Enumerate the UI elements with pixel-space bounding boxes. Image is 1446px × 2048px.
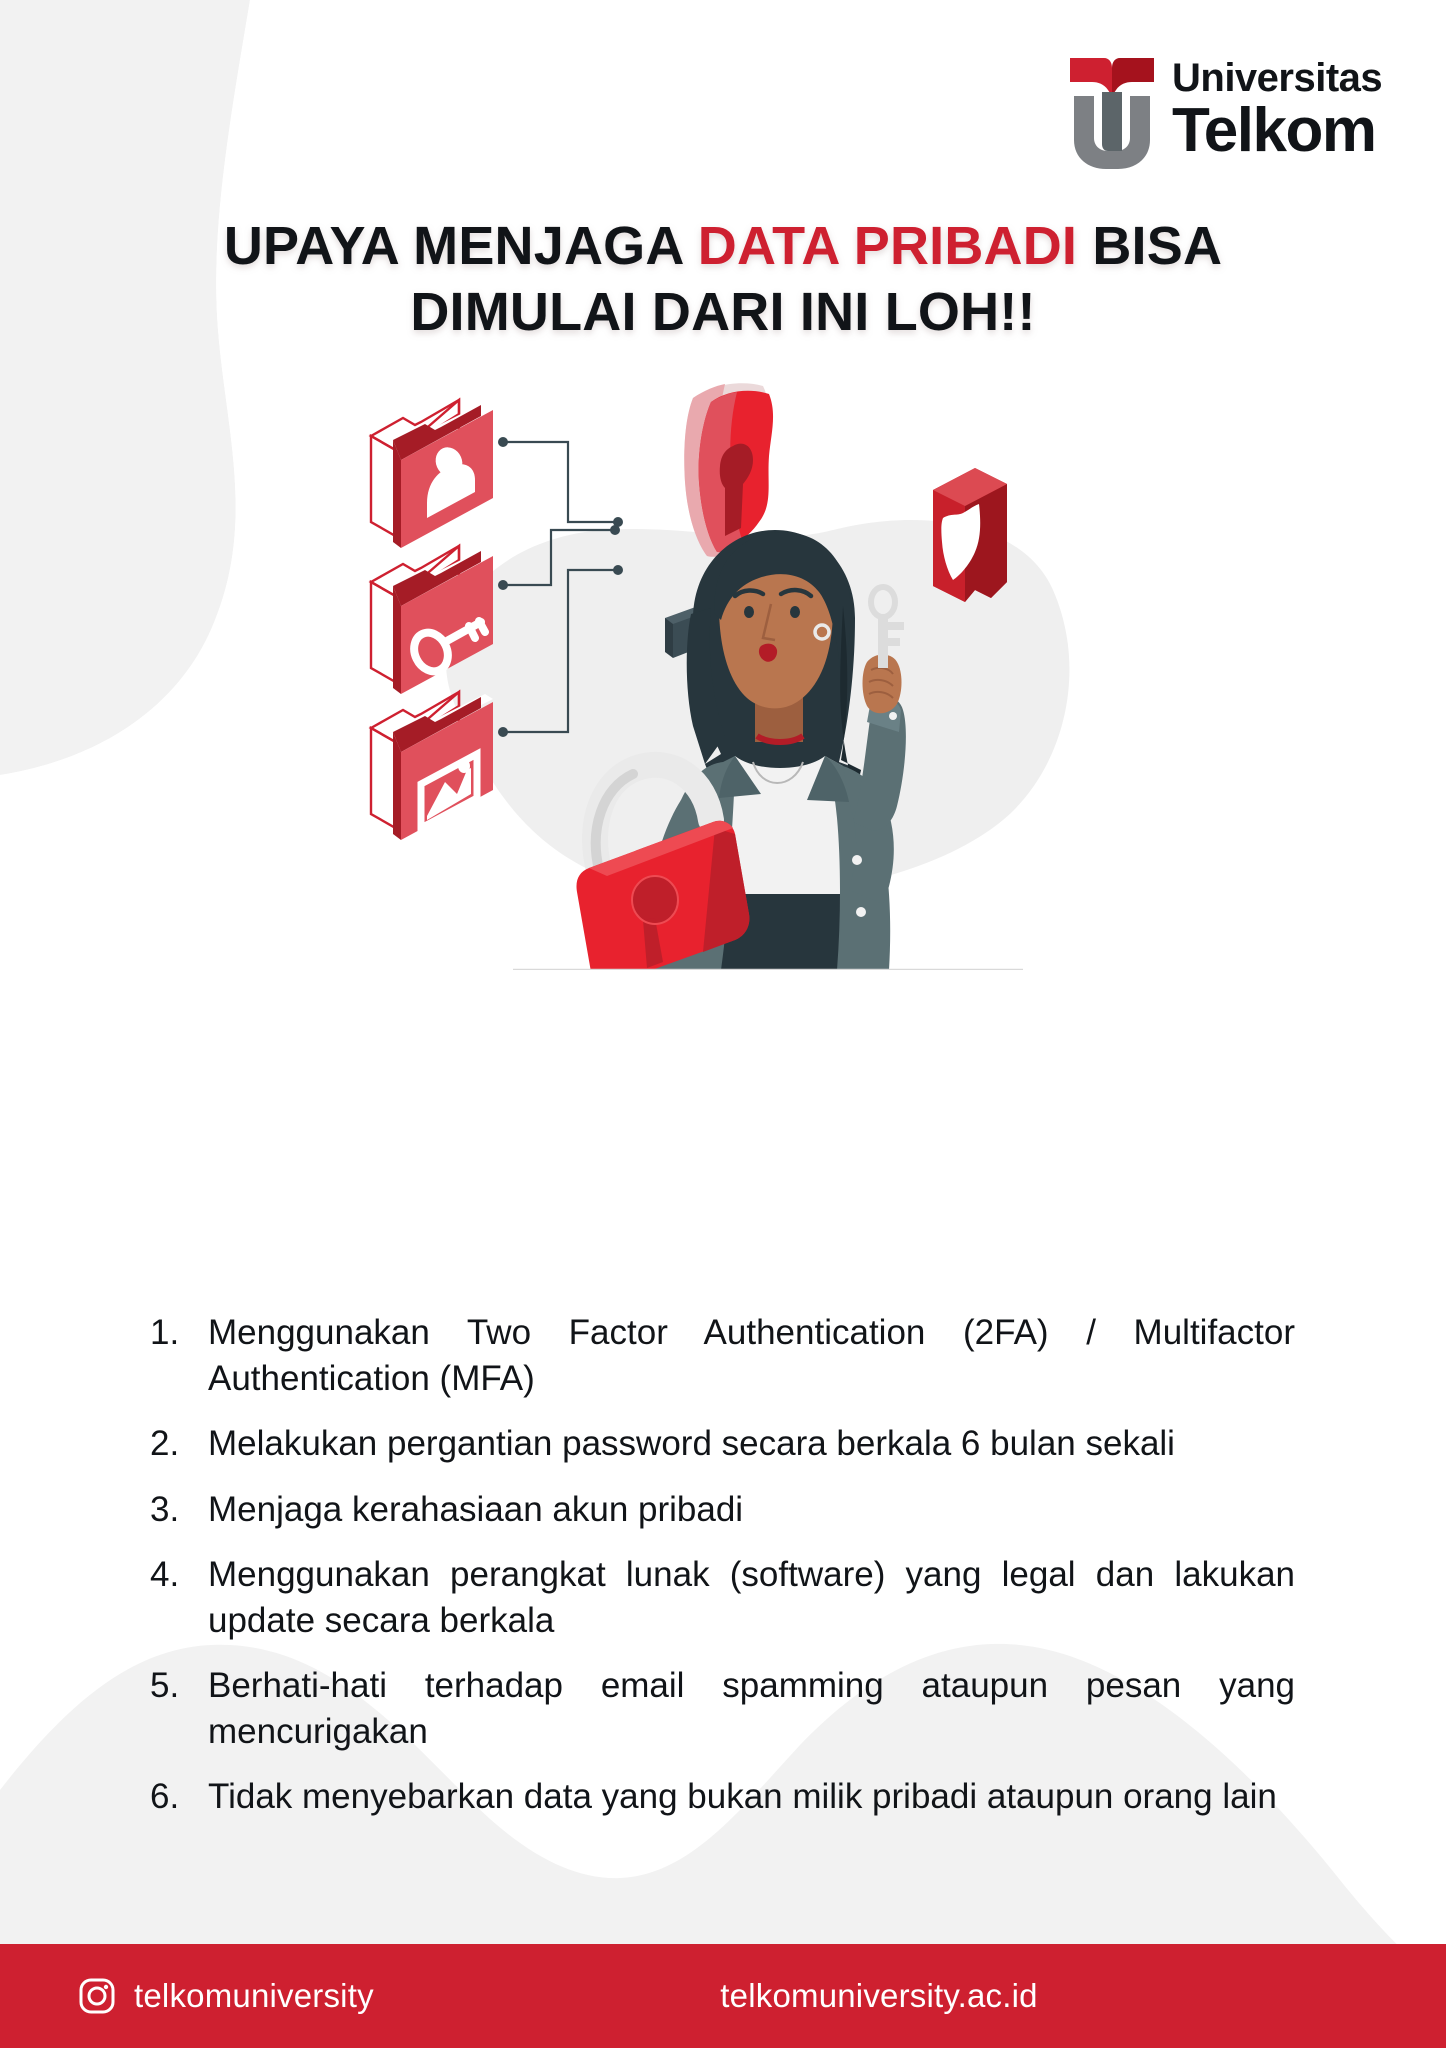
telkom-logo-mark-icon xyxy=(1064,52,1160,172)
list-item-number: 3. xyxy=(150,1489,180,1529)
logo-wordmark xyxy=(1172,52,1383,165)
list-item-text: Menggunakan perangkat lunak (software) yang legal dan lakukan update secara berkala xyxy=(208,1555,1295,1640)
list-item-number: 5. xyxy=(150,1666,180,1705)
list-item-number: 1. xyxy=(150,1313,180,1352)
footer-bar xyxy=(0,1944,1446,2048)
title-part-2: BISA xyxy=(1077,216,1223,276)
folder-profile-icon xyxy=(371,400,493,548)
title-accent: DATA PRIBADI xyxy=(697,216,1078,276)
shield-badge-icon xyxy=(933,468,1007,602)
title-line-2: DIMULAI DARI INI LOH!! xyxy=(410,281,1036,342)
data-privacy-illustration xyxy=(363,370,1083,970)
website-url: telkomuniversity.ac.id xyxy=(720,1977,1038,2014)
list-item-number: 4. xyxy=(150,1555,180,1594)
title-part-1: UPAYA MENJAGA xyxy=(223,216,698,276)
list-item xyxy=(150,1487,1295,1533)
list-item xyxy=(150,1774,1295,1820)
list-item-text: Menjaga kerahasiaan akun pribadi xyxy=(208,1489,744,1529)
shield-keyhole-icon xyxy=(684,383,773,556)
list-item xyxy=(150,1552,1295,1643)
list-item-text: Tidak menyebarkan data yang bukan milik pribadi ataupun orang lain xyxy=(208,1777,1277,1816)
footer-website[interactable] xyxy=(156,1977,1446,2015)
logo-line-telkom: Telkom xyxy=(1172,96,1376,165)
list-item xyxy=(150,1421,1295,1467)
instagram-handle: telkomuniversity xyxy=(134,1977,374,2014)
list-item xyxy=(150,1663,1295,1754)
poster-title xyxy=(0,214,1446,346)
list-item-text: Menggunakan Two Factor Authentication (2FA) / Multifactor Authentication (MFA) xyxy=(208,1313,1295,1398)
list-item-text: Melakukan pergantian password secara berkala 6 bulan sekali xyxy=(208,1424,1175,1463)
instagram-icon[interactable] xyxy=(78,1977,116,2015)
tips-list xyxy=(150,1310,1295,1840)
list-item-number: 6. xyxy=(150,1777,180,1816)
telkom-university-logo xyxy=(1064,52,1394,180)
list-item xyxy=(150,1310,1295,1401)
illustration-container xyxy=(0,370,1446,970)
logo-line-universitas: Universitas xyxy=(1172,56,1383,100)
folder-image-icon xyxy=(371,692,493,840)
list-item-number: 2. xyxy=(150,1424,180,1463)
list-item-text: Berhati-hati terhadap email spamming ataupun pesan yang mencurigakan xyxy=(208,1666,1295,1751)
